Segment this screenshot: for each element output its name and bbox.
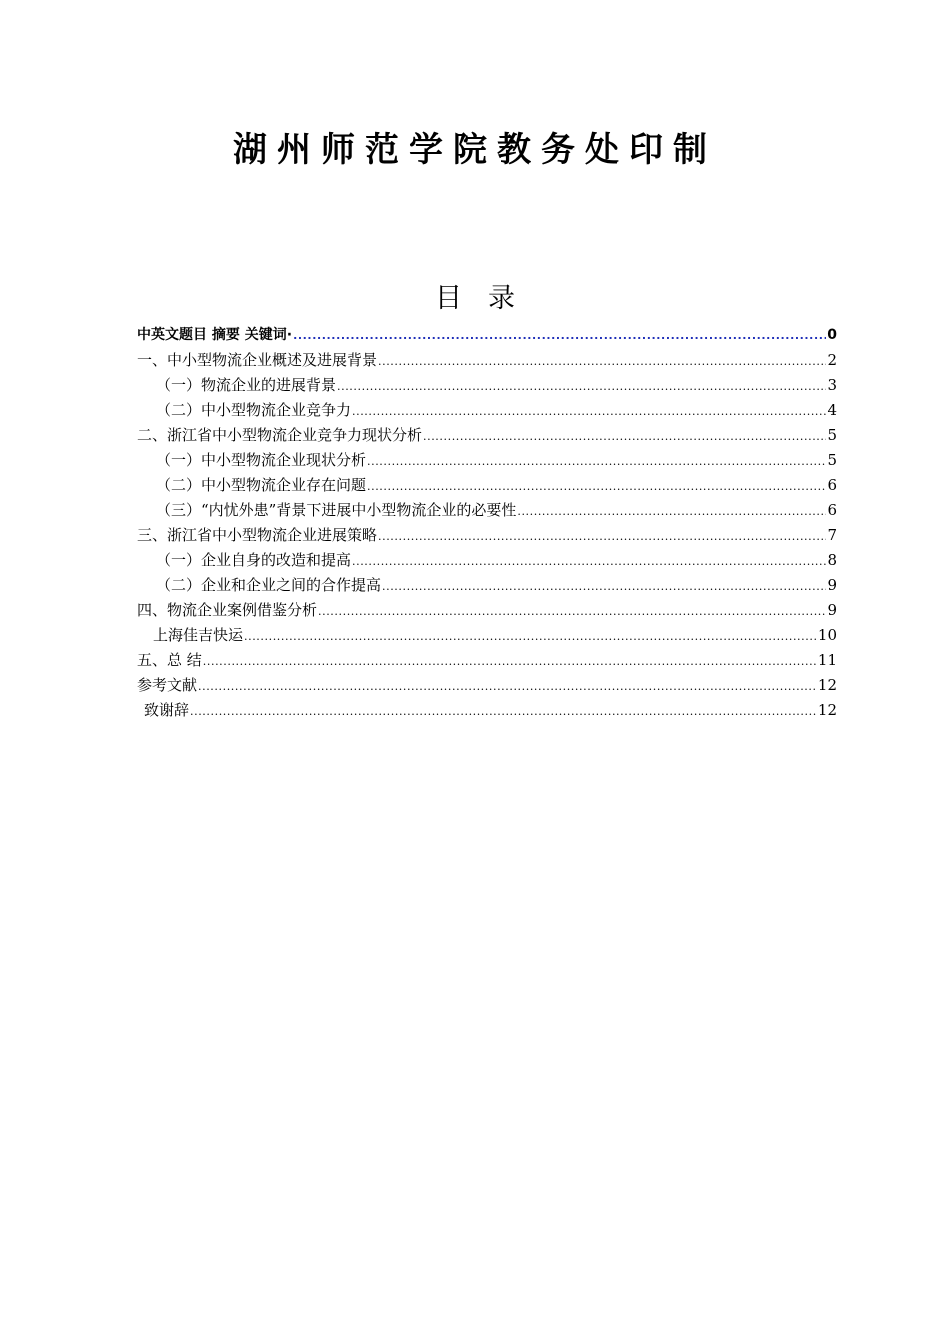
institution-header: 湖州师范学院教务处印制	[233, 130, 717, 170]
toc-leader-dots	[318, 599, 826, 624]
toc-entry-section-3-2[interactable]	[137, 573, 837, 598]
toc-leader-dots	[198, 674, 817, 699]
toc-entry-page: 12	[817, 676, 837, 694]
toc-entry-label: （一）物流企业的进展背景	[156, 376, 337, 394]
toc-entry-label: 五、总 结	[137, 651, 202, 669]
toc-entry-label: （一）中小型物流企业现状分析	[156, 451, 367, 469]
toc-entry-page: 9	[827, 601, 837, 619]
toc-entry-label: 二、浙江省中小型物流企业竞争力现状分析	[137, 426, 423, 444]
toc-leader-dots	[203, 649, 817, 674]
toc-leader-dots	[352, 549, 826, 574]
toc-entry-label: 致谢辞	[144, 701, 190, 719]
toc-entry-section-1-1[interactable]	[137, 373, 837, 398]
toc-entry-label: （二）企业和企业之间的合作提高	[156, 576, 382, 594]
toc-entry-page: 6	[827, 501, 837, 519]
toc-leader-dots	[352, 399, 826, 424]
toc-leader-dots	[378, 524, 826, 549]
toc-leader-dots	[190, 699, 817, 724]
toc-leader-dots	[337, 374, 826, 399]
toc-entry-page: 0	[827, 327, 837, 343]
toc-entry-page: 6	[827, 476, 837, 494]
toc-entry-page: 5	[827, 451, 837, 469]
toc-entry-label: （二）中小型物流企业竞争力	[156, 401, 352, 419]
toc-entry-label: （二）中小型物流企业存在问题	[156, 476, 367, 494]
toc-entry-section-2-2[interactable]	[137, 473, 837, 498]
toc-entry-label: 参考文献	[137, 676, 198, 694]
toc-entry-page: 2	[827, 351, 837, 369]
toc-entry-chapter-5[interactable]	[137, 648, 837, 673]
toc-entry-label: 一、中小型物流企业概述及进展背景	[137, 351, 378, 369]
toc-entry-page: 11	[817, 651, 837, 669]
toc-leader-dots	[367, 474, 826, 499]
toc-entry-section-1-2[interactable]	[137, 398, 837, 423]
toc-entry-label: 上海佳吉快运	[153, 626, 244, 644]
toc-leader-dots	[517, 499, 826, 524]
toc-entry-label: （三）“内忧外患”背景下进展中小型物流企业的必要性	[156, 501, 517, 519]
toc-entry-page: 4	[827, 401, 837, 419]
toc-entry-label: 中英文题目 摘要 关键词·	[137, 327, 293, 343]
toc-entry-section-4-1[interactable]	[137, 623, 837, 648]
toc-entry-page: 9	[827, 576, 837, 594]
toc-entry-chapter-3[interactable]	[137, 523, 837, 548]
toc-leader-dots	[293, 323, 826, 348]
toc-leader-dots	[367, 449, 826, 474]
toc-entry-page: 7	[827, 526, 837, 544]
toc-leader-dots	[382, 574, 826, 599]
toc-entry-label: 三、浙江省中小型物流企业进展策略	[137, 526, 378, 544]
toc-leader-dots	[244, 624, 817, 649]
toc-entry-section-2-3[interactable]	[137, 498, 837, 523]
toc-entry-chapter-1[interactable]	[137, 348, 837, 373]
toc-entry-label: 四、物流企业案例借鉴分析	[137, 601, 318, 619]
toc-entry-references[interactable]	[137, 673, 837, 698]
toc-entry-page: 12	[817, 701, 837, 719]
toc-leader-dots	[423, 424, 826, 449]
toc-entry-acknowledgements[interactable]	[137, 698, 837, 723]
toc-entry-page: 8	[827, 551, 837, 569]
toc-entry-section-3-1[interactable]	[137, 548, 837, 573]
toc-leader-dots	[378, 349, 826, 374]
toc-entry-chapter-4[interactable]	[137, 598, 837, 623]
toc-entry-front-matter[interactable]	[137, 323, 837, 348]
toc-entry-section-2-1[interactable]	[137, 448, 837, 473]
table-of-contents	[137, 323, 837, 723]
toc-entry-page: 5	[827, 426, 837, 444]
toc-entry-label: （一）企业自身的改造和提高	[156, 551, 352, 569]
toc-entry-page: 3	[827, 376, 837, 394]
toc-entry-chapter-2[interactable]	[137, 423, 837, 448]
toc-title: 目录	[435, 283, 541, 314]
toc-entry-page: 10	[817, 626, 837, 644]
